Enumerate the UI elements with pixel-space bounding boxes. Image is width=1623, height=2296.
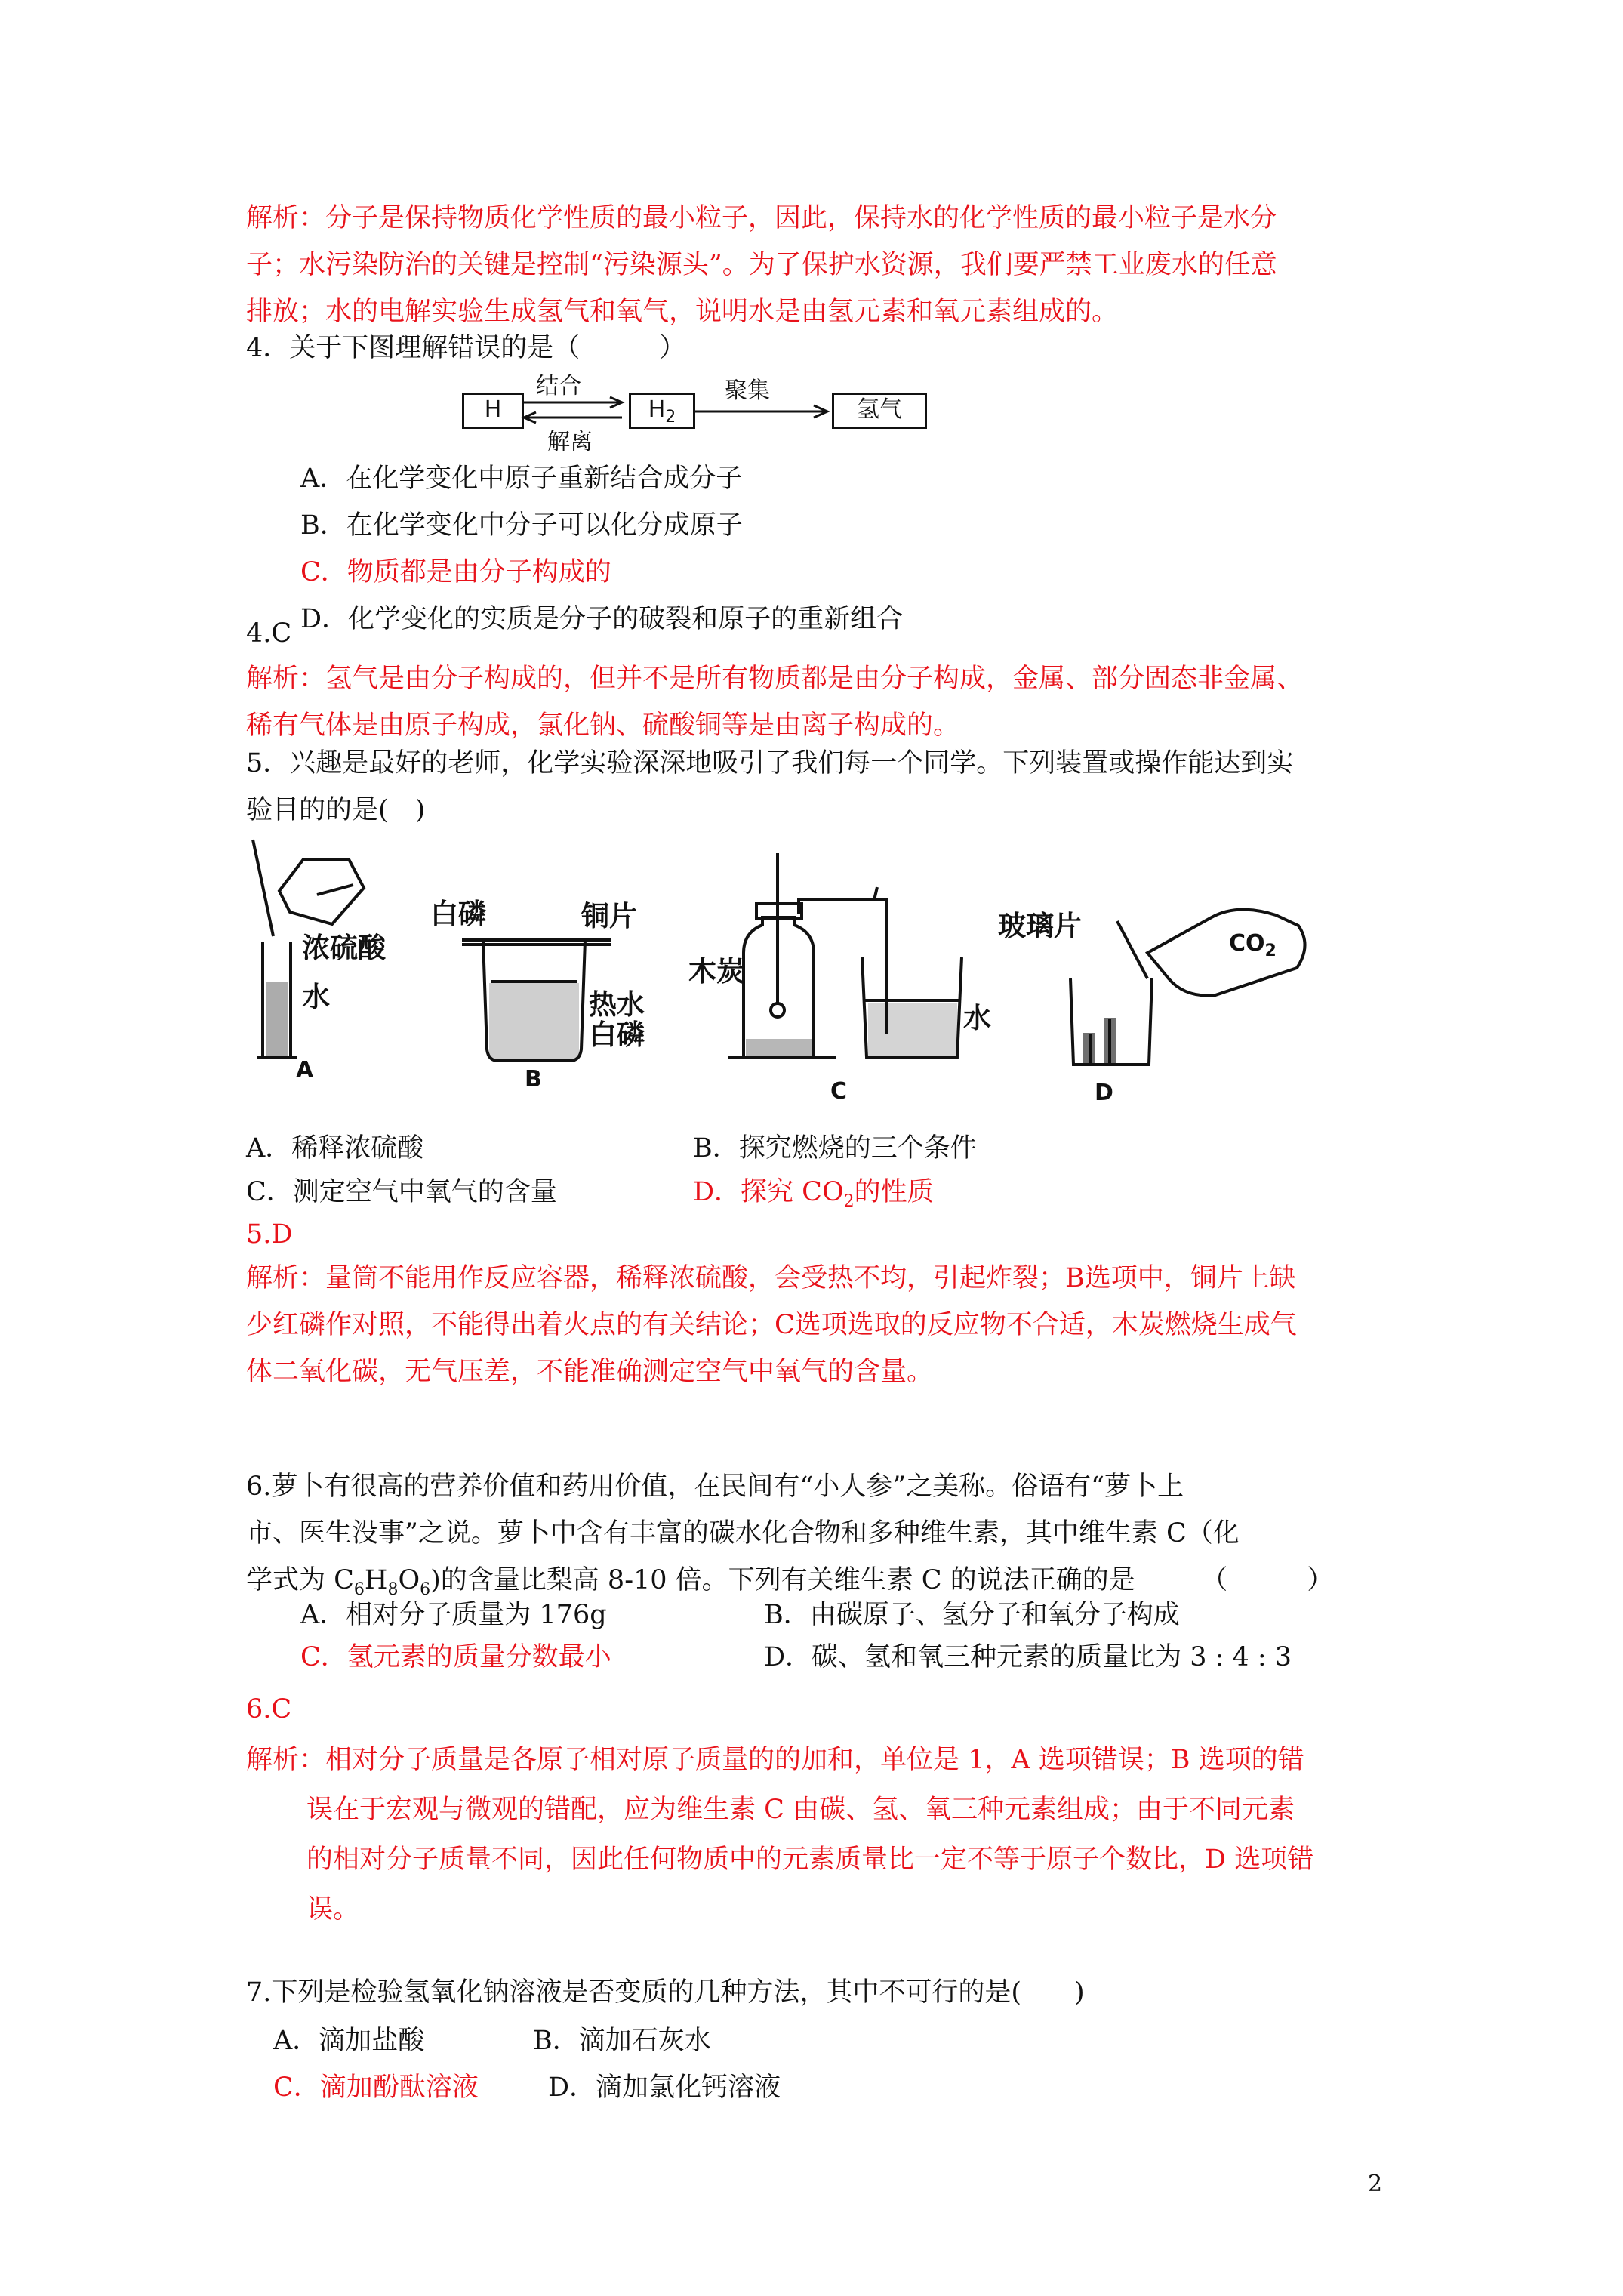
hydrogen-gas-box: 氢气 <box>832 393 927 429</box>
text-line: 误。 <box>306 1894 360 1925</box>
text-line: 6.萝卜有很高的营养价值和药用价值，在民间有“小人参”之美称。俗语有“萝卜上 <box>246 1472 1184 1502</box>
label-conc-sulfuric-acid: 浓硫酸 <box>302 932 386 964</box>
label-co2-bottle: $CO_2$ <box>1229 930 1277 960</box>
molecule-h2-box: $H_2$ <box>629 393 695 429</box>
text-line: 5．兴趣是最好的老师，化学实验深深地吸引了我们每一个同学。下列装置或操作能达到实 <box>246 748 1294 778</box>
text-line: 验目的的是( ) <box>246 795 426 825</box>
label-hot-water: 热水 <box>589 988 645 1021</box>
apparatus-drawing <box>0 0 1623 1133</box>
option-a: A．在化学变化中原子重新结合成分子 <box>300 464 743 494</box>
dissociate-label: 解离 <box>547 429 593 455</box>
text-line: 体二氧化碳，无气压差，不能准确测定空气中氧气的含量。 <box>246 1357 934 1387</box>
text-line: 误在于宏观与微观的错配，应为维生素 C 由碳、氢、氧三种元素组成；由于不同元素 <box>306 1795 1295 1825</box>
q5-option-b: B．探究燃烧的三个条件 <box>693 1133 977 1163</box>
text-line: 排放；水的电解实验生成氢气和氧气，说明水是由氢元素和氧元素组成的。 <box>246 297 1119 327</box>
q5-analysis <box>246 1255 1297 1395</box>
text-line: 学式为 $C_6H_8O_6$)的含量比梨高 8-10 倍。下列有关维生素 C 的说法正确的是 （ ） <box>246 1565 1334 1599</box>
text-line: 的相对分子质量不同，因此任何物质中的元素质量比一定不等于原子个数比，D 选项错 <box>306 1845 1314 1875</box>
label-white-phosphorus: 白磷 <box>430 898 486 930</box>
text-line: 少红磷作对照，不能得出着火点的有关结论；C选项选取的反应物不合适，木炭燃烧生成气 <box>246 1310 1297 1340</box>
q4-answer: 4.C <box>246 618 292 649</box>
q5-answer: 5.D <box>246 1219 293 1250</box>
option-b: B．在化学变化中分子可以化分成原子 <box>300 510 743 541</box>
combine-label: 结合 <box>536 373 581 399</box>
text-line: 稀有气体是由原子构成，氯化钠、硫酸铜等是由离子构成的。 <box>246 710 960 741</box>
figure-tag-c: C <box>830 1078 848 1105</box>
figure-tag-d: D <box>1095 1080 1113 1106</box>
atom-h-box: H <box>462 393 524 429</box>
text-line: 解析：氢气是由分子构成的，但并不是所有物质都是由分子构成，金属、部分固态非金属、 <box>246 664 1304 694</box>
gather-label: 聚集 <box>725 378 770 404</box>
label-water-c: 水 <box>963 1002 991 1034</box>
label-charcoal: 木炭 <box>688 955 744 988</box>
figure-tag-a: A <box>296 1057 314 1083</box>
figure-tag-b: B <box>525 1066 542 1093</box>
page-number: 2 <box>1368 2171 1383 2197</box>
option-c: C．物质都是由分子构成的 <box>300 557 611 587</box>
q7-stem: 7.下列是检验氢氧化钠溶液是否变质的几种方法，其中不可行的是( ) <box>246 1977 1085 2008</box>
label-glass-slide: 玻璃片 <box>998 910 1082 942</box>
q6-answer: 6.C <box>246 1694 292 1724</box>
q7-option-b: B．滴加石灰水 <box>533 2026 711 2056</box>
q4-stem: 4．关于下图理解错误的是（ ） <box>246 333 686 363</box>
q5-option-a: A．稀释浓硫酸 <box>246 1133 424 1163</box>
q7-option-d: D．滴加氯化钙溶液 <box>548 2073 781 2103</box>
q6-option-b: B．由碳原子、氢分子和氧分子构成 <box>764 1600 1180 1630</box>
option-d: D．化学变化的实质是分子的破裂和原子的重新组合 <box>300 604 904 634</box>
q5-option-c: C．测定空气中氧气的含量 <box>246 1177 557 1207</box>
q7-option-a: A．滴加盐酸 <box>273 2026 425 2056</box>
label-water-a: 水 <box>302 981 330 1013</box>
q6-option-c: C．氢元素的质量分数最小 <box>300 1642 611 1672</box>
q6-option-a: A．相对分子质量为 176g <box>300 1600 607 1630</box>
q6-option-d: D．碳、氢和氧三种元素的质量比为 3 : 4 : 3 <box>764 1642 1292 1672</box>
q6-analysis-rest <box>306 1785 1313 1934</box>
text-line: 市、医生没事”之说。萝卜中含有丰富的碳水化合物和多种维生素，其中维生素 C（化 <box>246 1518 1240 1549</box>
q7-option-c: C．滴加酚酞溶液 <box>273 2073 479 2103</box>
text-line: 子；水污染防治的关键是控制“污染源头”。为了保护水资源，我们要严禁工业废水的任意 <box>246 250 1277 280</box>
q5-option-d: D．探究 $CO_2$的性质 <box>693 1177 934 1211</box>
label-white-phosphorus-2: 白磷 <box>589 1019 645 1051</box>
text-line: 解析：分子是保持物质化学性质的最小粒子，因此，保持水的化学性质的最小粒子是水分 <box>246 203 1277 233</box>
label-copper-sheet: 铜片 <box>581 900 637 932</box>
q6-analysis-first: 解析：相对分子质量是各原子相对原子质量的的加和，单位是 1，A 选项错误；B 选项的错 <box>246 1745 1304 1775</box>
text-line: 解析：量筒不能用作反应容器，稀释浓硫酸，会受热不均，引起炸裂；B选项中，铜片上缺 <box>246 1263 1296 1293</box>
